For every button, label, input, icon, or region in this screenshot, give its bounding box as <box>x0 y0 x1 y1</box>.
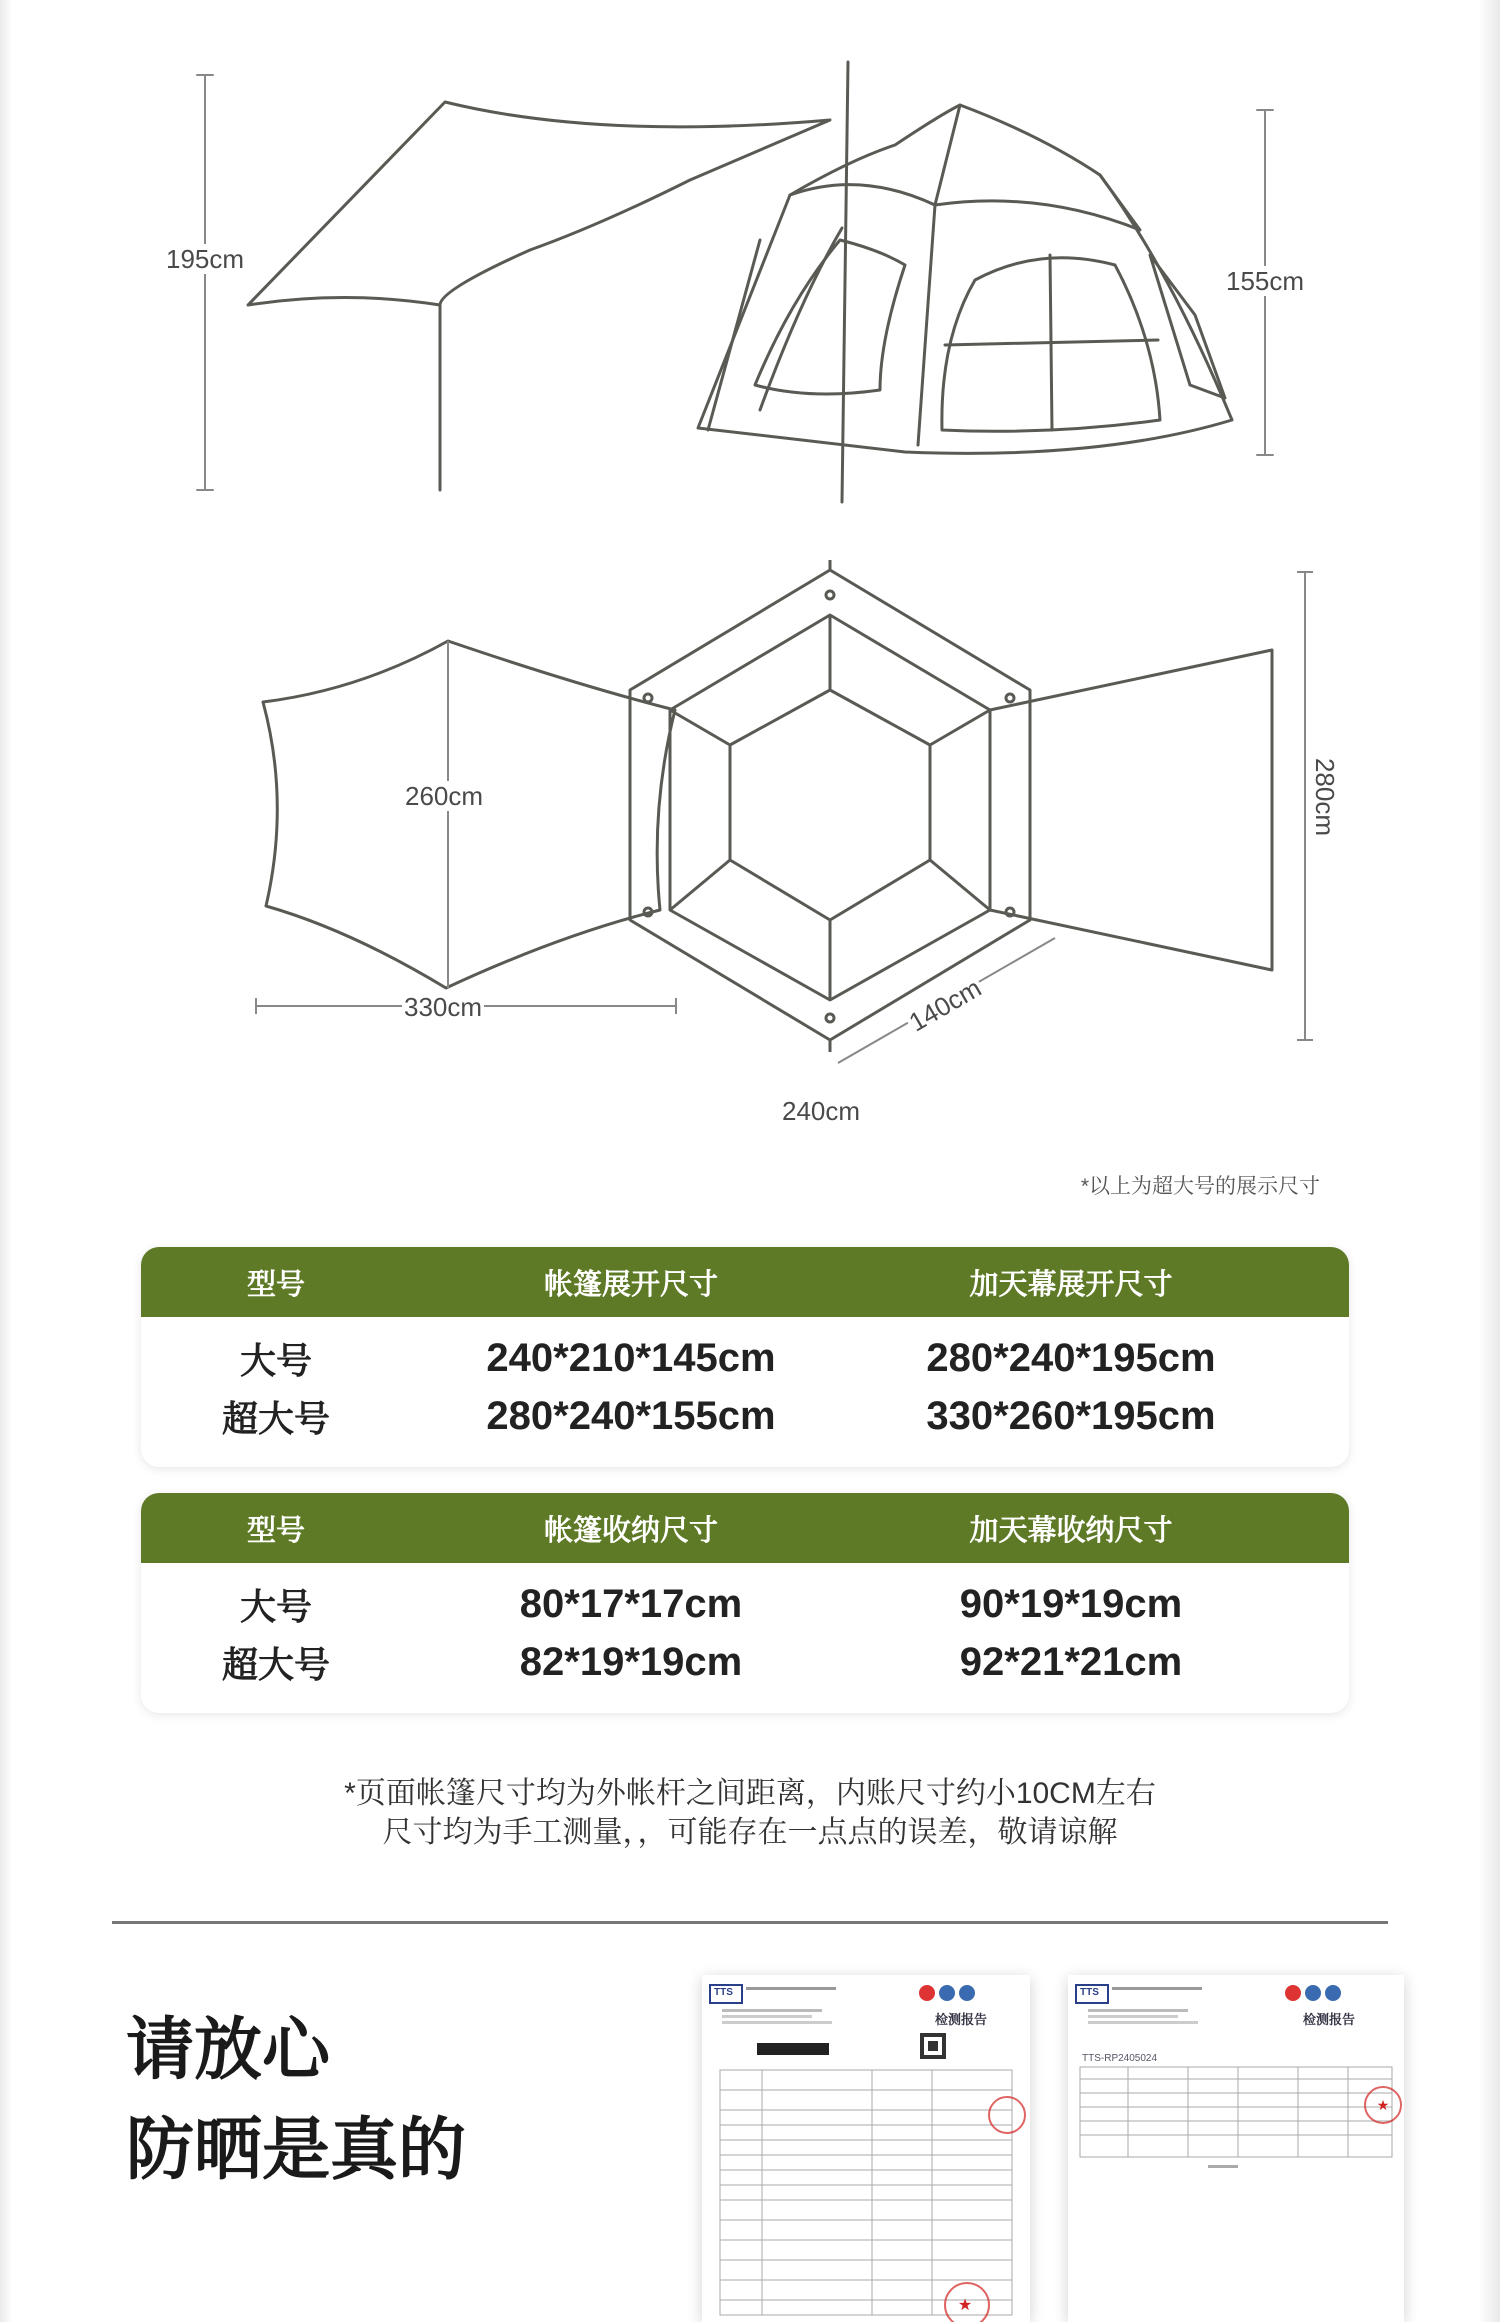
header-model: 型号 <box>246 1514 305 1547</box>
section-divider <box>112 1921 1388 1924</box>
tarp-height-label: 195cm <box>166 244 245 274</box>
tent-depth-label: 280cm <box>1310 757 1341 837</box>
tent-width-label: 240cm <box>782 1096 861 1126</box>
tarp-length-label: 330cm <box>404 992 483 1022</box>
table-header <box>141 1247 1349 1317</box>
diagram-note: *以上为超大号的展示尺寸 <box>1080 1175 1320 1198</box>
tent-height-label: 155cm <box>1226 266 1305 296</box>
measurement-footnote-2: 尺寸均为手工测量，，可能存在一点点的误差，敬请谅解 <box>382 1816 1118 1849</box>
table-row: 大号 80*17*17cm 90*19*19cm <box>239 1581 1183 1627</box>
tent-top-view-drawing <box>0 540 1500 1100</box>
tent-side-view-drawing <box>0 40 1500 560</box>
report-1-title: 检测报告 <box>935 2012 988 2027</box>
table-row: 超大号 82*19*19cm 92*21*21cm <box>221 1639 1183 1685</box>
packed-size-table <box>141 1493 1349 1713</box>
report-2-code: TTS-RP2405024 <box>1082 2053 1158 2064</box>
table-header <box>141 1493 1349 1563</box>
table-row: 大号 240*210*145cm 280*240*195cm <box>239 1335 1216 1381</box>
svg-text:★: ★ <box>1376 2097 1390 2113</box>
table-row: 超大号 280*240*155cm 330*260*195cm <box>221 1393 1216 1439</box>
report-1-logo: TTS <box>714 1987 733 1998</box>
test-report-1 <box>702 1975 1030 2322</box>
header-tent-open: 帐篷展开尺寸 <box>543 1268 718 1301</box>
tarp-width-label: 260cm <box>405 781 484 811</box>
report-2-logo: TTS <box>1080 1987 1099 1998</box>
report-2-title: 检测报告 <box>1303 2012 1356 2027</box>
tent-side-label: 140cm <box>903 972 987 1038</box>
header-tent-packed: 帐篷收纳尺寸 <box>543 1514 718 1547</box>
headline-line-2: 防晒是真的 <box>126 2112 467 2188</box>
header-tarp-open: 加天幕展开尺寸 <box>969 1268 1173 1301</box>
sun-protection-headline <box>126 2000 466 2200</box>
header-model: 型号 <box>246 1268 305 1301</box>
open-size-table <box>141 1247 1349 1467</box>
header-tarp-packed: 加天幕收纳尺寸 <box>969 1514 1173 1547</box>
measurement-footnote-1: *页面帐篷尺寸均为外帐杆之间距离，内账尺寸约小10CM左右 <box>344 1777 1156 1810</box>
test-report-2 <box>1068 1975 1404 2322</box>
svg-text:★: ★ <box>957 2297 973 2314</box>
headline-line-1: 请放心 <box>126 2012 331 2088</box>
